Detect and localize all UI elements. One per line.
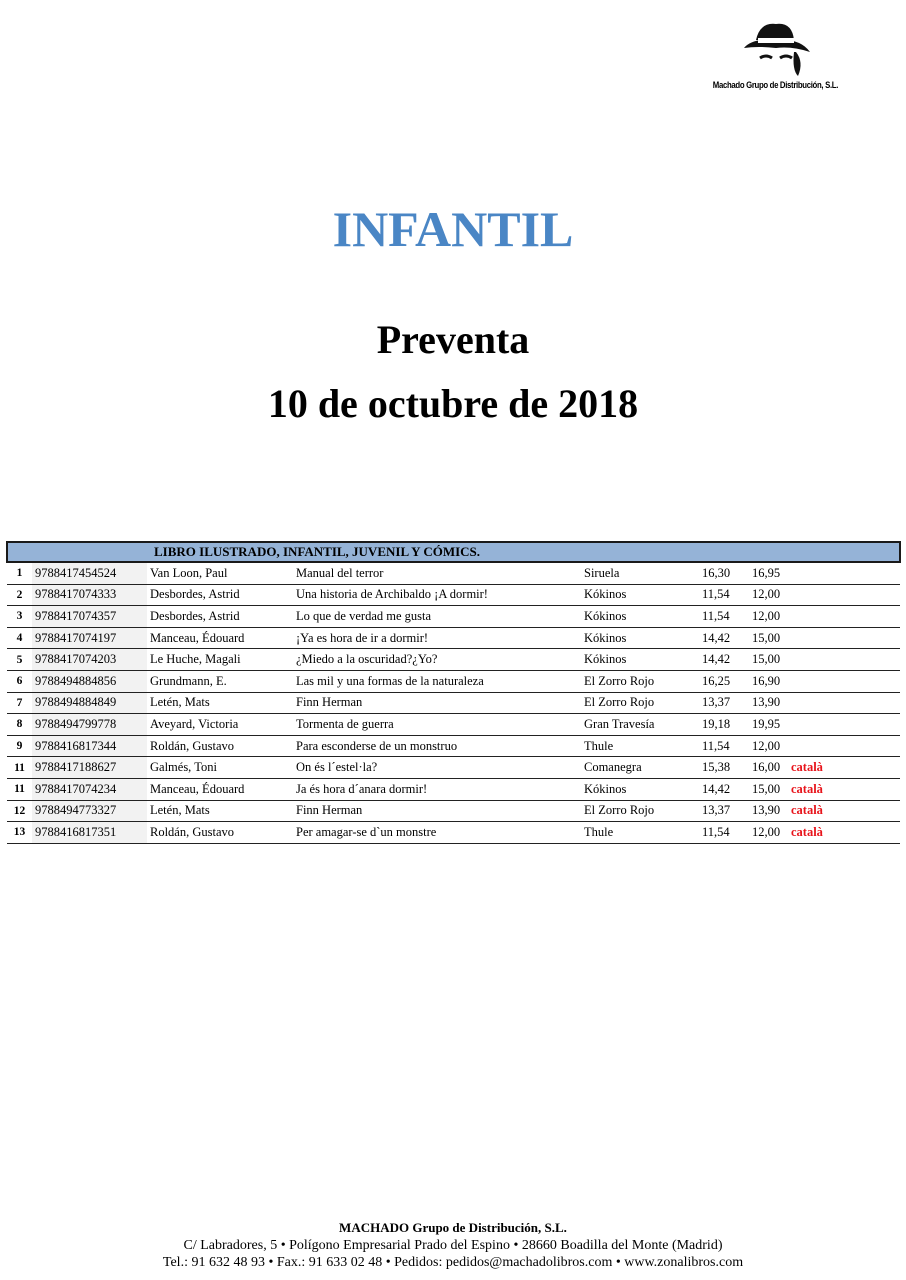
isbn: 9788417074197 — [32, 627, 147, 649]
table-row — [7, 627, 900, 649]
isbn: 9788417074333 — [32, 584, 147, 606]
language-tag — [788, 692, 891, 714]
author: Desbordes, Astrid — [147, 584, 293, 606]
row-number: 9 — [7, 735, 32, 757]
book-title: Manual del terror — [293, 562, 581, 584]
price: 19,95 — [749, 714, 788, 736]
book-title: On és l´estel·la? — [293, 757, 581, 779]
book-title: Per amagar-se d`un monstre — [293, 822, 581, 844]
publisher: Kókinos — [581, 778, 699, 800]
spacer-cell — [891, 584, 900, 606]
author: Letén, Mats — [147, 800, 293, 822]
row-number: 8 — [7, 714, 32, 736]
author: Manceau, Édouard — [147, 627, 293, 649]
book-title: Las mil y una formas de la naturaleza — [293, 670, 581, 692]
table-row — [7, 606, 900, 628]
table-row — [7, 757, 900, 779]
language-tag — [788, 584, 891, 606]
row-number: 12 — [7, 800, 32, 822]
price-net: 14,42 — [699, 778, 749, 800]
language-tag: català — [788, 822, 891, 844]
price: 16,00 — [749, 757, 788, 779]
price-net: 16,30 — [699, 562, 749, 584]
price-net: 19,18 — [699, 714, 749, 736]
price: 15,00 — [749, 778, 788, 800]
price: 12,00 — [749, 735, 788, 757]
author: Aveyard, Victoria — [147, 714, 293, 736]
spacer-cell — [891, 800, 900, 822]
row-number: 1 — [7, 562, 32, 584]
isbn: 9788417188627 — [32, 757, 147, 779]
section-header: LIBRO ILUSTRADO, INFANTIL, JUVENIL Y CÓMICS. — [154, 544, 481, 559]
language-tag — [788, 670, 891, 692]
book-title: ¿Miedo a la oscuridad?¿Yo? — [293, 649, 581, 671]
publisher: El Zorro Rojo — [581, 670, 699, 692]
book-title: ¡Ya es hora de ir a dormir! — [293, 627, 581, 649]
book-title: Finn Herman — [293, 800, 581, 822]
language-tag — [788, 649, 891, 671]
spacer-cell — [891, 778, 900, 800]
isbn: 9788417074234 — [32, 778, 147, 800]
book-table — [6, 541, 901, 844]
book-title: Finn Herman — [293, 692, 581, 714]
row-number: 11 — [7, 757, 32, 779]
footer — [0, 1219, 906, 1272]
language-tag — [788, 562, 891, 584]
table-row — [7, 822, 900, 844]
spacer-cell — [891, 757, 900, 779]
author: Desbordes, Astrid — [147, 606, 293, 628]
isbn: 9788494773327 — [32, 800, 147, 822]
isbn: 9788417074357 — [32, 606, 147, 628]
publisher: El Zorro Rojo — [581, 800, 699, 822]
price: 12,00 — [749, 822, 788, 844]
language-tag — [788, 627, 891, 649]
book-title: Para esconderse de un monstruo — [293, 735, 581, 757]
hat-portrait-icon — [742, 18, 812, 80]
publisher: Kókinos — [581, 649, 699, 671]
price-net: 16,25 — [699, 670, 749, 692]
isbn: 9788416817344 — [32, 735, 147, 757]
table-row — [7, 562, 900, 584]
presale-date: 10 de octubre de 2018 — [267, 381, 639, 426]
spacer-cell — [891, 735, 900, 757]
table-row — [7, 649, 900, 671]
isbn: 9788417074203 — [32, 649, 147, 671]
book-title: Ja és hora d´anara dormir! — [293, 778, 581, 800]
author: Roldán, Gustavo — [147, 822, 293, 844]
row-number: 5 — [7, 649, 32, 671]
publisher: Thule — [581, 822, 699, 844]
price-net: 13,37 — [699, 692, 749, 714]
publisher: Kókinos — [581, 627, 699, 649]
isbn: 9788417454524 — [32, 562, 147, 584]
isbn: 9788416817351 — [32, 822, 147, 844]
price-net: 11,54 — [699, 735, 749, 757]
publisher: El Zorro Rojo — [581, 692, 699, 714]
price: 15,00 — [749, 649, 788, 671]
language-tag: català — [788, 800, 891, 822]
price-net: 11,54 — [699, 606, 749, 628]
price-net: 14,42 — [699, 627, 749, 649]
spacer-cell — [891, 714, 900, 736]
language-tag — [788, 714, 891, 736]
language-tag: català — [788, 778, 891, 800]
price-net: 11,54 — [699, 822, 749, 844]
row-number: 11 — [7, 778, 32, 800]
publisher: Kókinos — [581, 584, 699, 606]
isbn: 9788494884856 — [32, 670, 147, 692]
publisher: Kókinos — [581, 606, 699, 628]
spacer-cell — [891, 627, 900, 649]
price: 13,90 — [749, 692, 788, 714]
row-number: 13 — [7, 822, 32, 844]
row-number: 7 — [7, 692, 32, 714]
section-header-row — [7, 542, 900, 562]
logo-text: Machado Grupo de Distribución, S.L. — [712, 80, 839, 91]
publisher: Siruela — [581, 562, 699, 584]
language-tag: català — [788, 757, 891, 779]
footer-company: MACHADO Grupo de Distribución, S.L. — [339, 1220, 567, 1235]
price: 12,00 — [749, 606, 788, 628]
publisher: Comanegra — [581, 757, 699, 779]
author: Letén, Mats — [147, 692, 293, 714]
price: 16,90 — [749, 670, 788, 692]
price: 12,00 — [749, 584, 788, 606]
price-net: 15,38 — [699, 757, 749, 779]
footer-contact: Tel.: 91 632 48 93 • Fax.: 91 633 02 48 • Pedidos: pedidos@machadolibros.com • www.zonalibros.com — [162, 1255, 744, 1270]
table-row — [7, 714, 900, 736]
spacer-cell — [891, 822, 900, 844]
spacer-cell — [891, 562, 900, 584]
table-row — [7, 584, 900, 606]
table-row — [7, 692, 900, 714]
language-tag — [788, 606, 891, 628]
book-title: Tormenta de guerra — [293, 714, 581, 736]
author: Grundmann, E. — [147, 670, 293, 692]
isbn: 9788494799778 — [32, 714, 147, 736]
author: Roldán, Gustavo — [147, 735, 293, 757]
price-net: 14,42 — [699, 649, 749, 671]
page-title: INFANTIL — [332, 201, 574, 257]
company-logo — [712, 18, 842, 98]
author: Le Huche, Magali — [147, 649, 293, 671]
language-tag — [788, 735, 891, 757]
page-subtitle: Preventa — [376, 317, 530, 362]
price: 13,90 — [749, 800, 788, 822]
book-title: Lo que de verdad me gusta — [293, 606, 581, 628]
table-row — [7, 735, 900, 757]
table-row — [7, 778, 900, 800]
table-row — [7, 800, 900, 822]
row-number: 2 — [7, 584, 32, 606]
spacer-cell — [891, 670, 900, 692]
author: Van Loon, Paul — [147, 562, 293, 584]
price: 15,00 — [749, 627, 788, 649]
footer-address: C/ Labradores, 5 • Polígono Empresarial Prado del Espino • 28660 Boadilla del Monte (Madrid) — [183, 1237, 723, 1253]
book-title: Una historia de Archibaldo ¡A dormir! — [293, 584, 581, 606]
publisher: Gran Travesía — [581, 714, 699, 736]
row-number: 6 — [7, 670, 32, 692]
isbn: 9788494884849 — [32, 692, 147, 714]
price-net: 13,37 — [699, 800, 749, 822]
price-net: 11,54 — [699, 584, 749, 606]
table-row — [7, 670, 900, 692]
spacer-cell — [891, 692, 900, 714]
row-number: 3 — [7, 606, 32, 628]
author: Manceau, Édouard — [147, 778, 293, 800]
price: 16,95 — [749, 562, 788, 584]
publisher: Thule — [581, 735, 699, 757]
author: Galmés, Toni — [147, 757, 293, 779]
row-number: 4 — [7, 627, 32, 649]
spacer-cell — [891, 606, 900, 628]
spacer-cell — [891, 649, 900, 671]
